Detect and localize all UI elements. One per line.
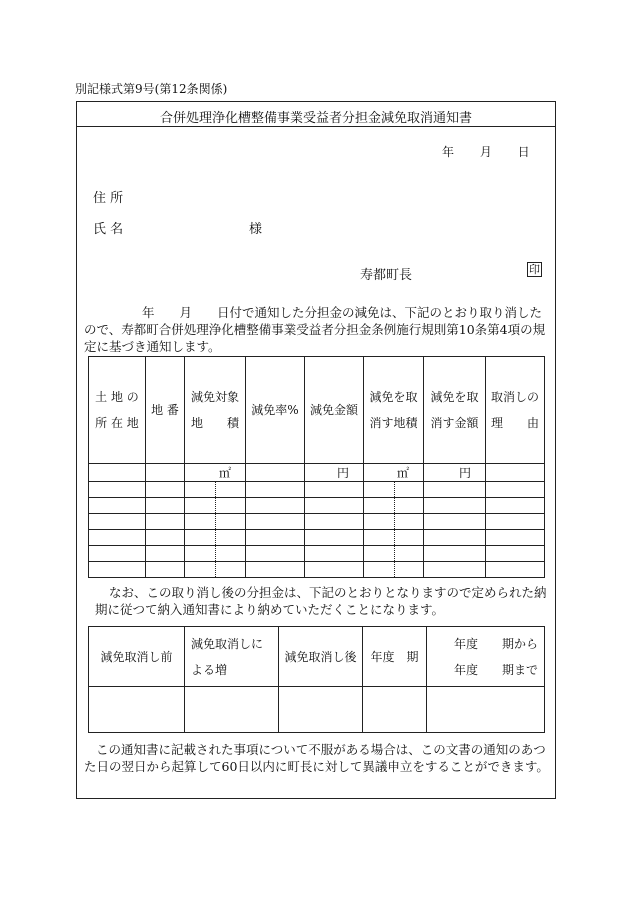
- issuer-title: 寿都町長: [360, 268, 413, 283]
- table-row: [89, 530, 545, 546]
- address-label: 住 所: [93, 191, 124, 206]
- table-row: [89, 514, 545, 530]
- table-row: [89, 546, 545, 562]
- seal-mark: 印: [529, 263, 540, 276]
- col-fiscal-period: 年度 期: [363, 627, 427, 687]
- form-number-label: 別記様式第9号(第12条関係): [75, 82, 228, 96]
- table-row: [89, 464, 545, 482]
- col-before: 減免取消し前: [89, 627, 185, 687]
- intro-paragraph: 年 月 日付で通知した分担金の減免は、下記のとおり取り消したので、寿都町合併処理浄化槽整備事業受益者分担金条例施行規則第10条第4項の規定に基づき通知します。: [84, 305, 546, 354]
- table-row: [89, 687, 545, 733]
- col-amount: 減免金額: [305, 357, 364, 464]
- unit-yen: 円: [305, 464, 364, 482]
- col-after: 減免取消し後: [279, 627, 363, 687]
- table1-header-row: [89, 357, 545, 464]
- date-line: 年 月 日: [442, 145, 530, 159]
- col-increase: 減免取消しに よる増: [185, 627, 279, 687]
- col-rate: 減免率%: [246, 357, 305, 464]
- col-reason: 取消しの 理 由: [486, 357, 545, 464]
- middle-paragraph: なお、この取り消し後の分担金は、下記のとおりとなりますので定められた納期に従つて納入通知書により納めていただくことになります。: [95, 585, 547, 617]
- col-lot: 地 番: [146, 357, 185, 464]
- table-row: [89, 498, 545, 514]
- unit-sqm: ㎡: [185, 464, 246, 482]
- table2-header-row: [89, 627, 545, 687]
- col-target-area: 減免対象 地 積: [185, 357, 246, 464]
- col-cancel-area: 減免を取 消す地積: [364, 357, 424, 464]
- unit-sqm: ㎡: [364, 464, 424, 482]
- col-cancel-amount: 減免を取 消す金額: [424, 357, 486, 464]
- honorific: 様: [249, 222, 263, 237]
- cancellation-table: [88, 356, 545, 578]
- title-row: [76, 101, 556, 127]
- col-period-range: 年度 期から 年度 期まで: [427, 627, 545, 687]
- name-label: 氏 名: [93, 222, 124, 237]
- col-location: 土 地 の 所 在 地: [89, 357, 146, 464]
- unit-yen: 円: [424, 464, 486, 482]
- table-row: [89, 482, 545, 498]
- table-row: [89, 562, 545, 578]
- installment-table: [88, 626, 545, 733]
- document-title: 合併処理浄化槽整備事業受益者分担金減免取消通知書: [159, 111, 472, 126]
- footer-paragraph: この通知書に記載された事項について不服がある場合は、この文書の通知のあつた日の翌日から起算して60日以内に町長に対して異議申立をすることができます。: [84, 742, 549, 774]
